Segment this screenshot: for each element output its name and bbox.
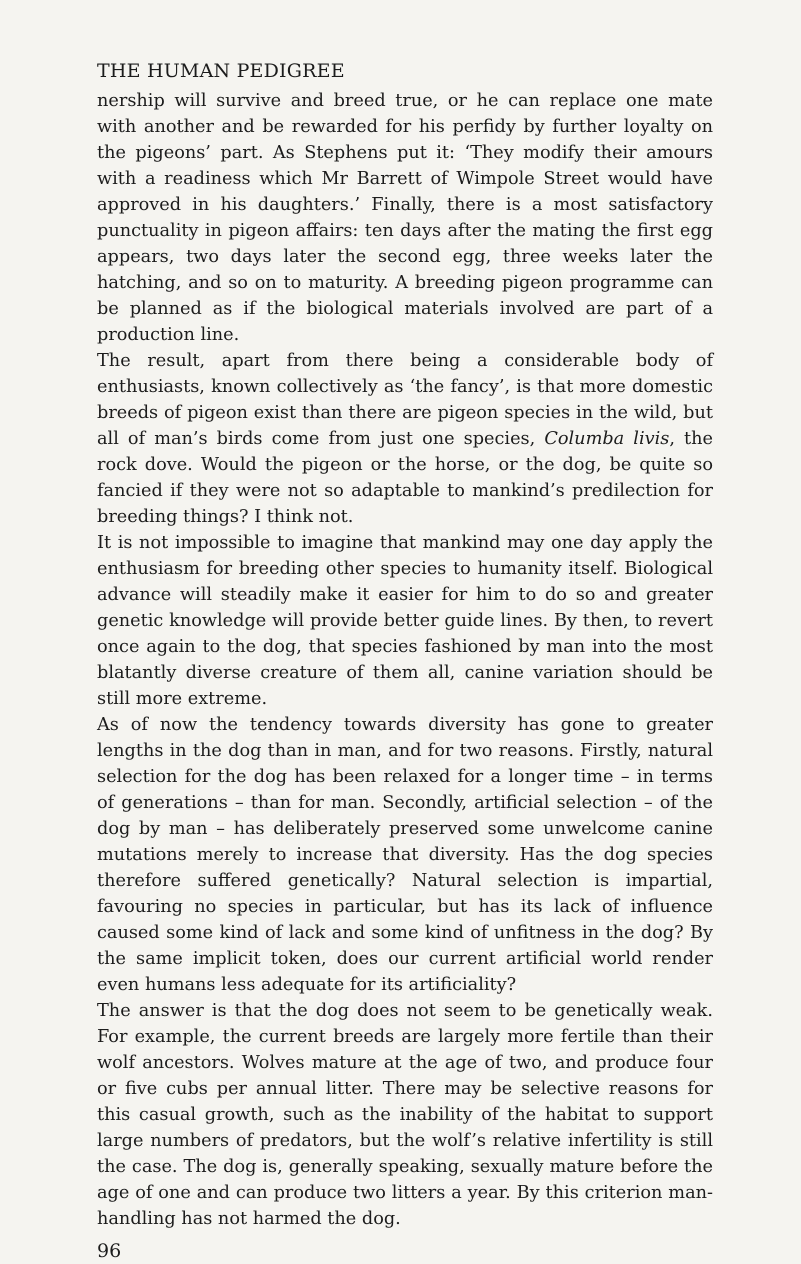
page-number: 96 [97,1240,122,1262]
text-run: The answer is that the dog does not seem to be genetically weak. For example, the current breeds are largely more fertile than their wolf ancestors. Wolves mature at the age of two, and produce four or five cubs per annual litter. There may be selective reasons for this casual growth, such as the inability of the habitat to support large numbers of predators, but the wolf’s relative infertility is still the case. The dog is, generally speaking, sexually mature before the age of one and can produce two litters a year. By this criterion man-handling has not harmed the dog. [97,1001,713,1229]
paragraph [97,88,713,348]
body-text [97,88,713,1232]
text-run: The result, apart from there being a considerable body of enthusiasts, known collectively as ‘the fancy’, is that more domestic breeds of pigeon exist than there are pigeon species in the wild, but all of man’s birds come from just one species, [97,351,713,449]
book-page [97,58,713,1264]
paragraph [97,348,713,530]
text-run: , the rock dove. Would the pigeon or the horse, or the dog, be quite so fancied if they were not so adaptable to mankind’s predilection for breeding things? I think not. [97,429,713,527]
paragraph [97,998,713,1232]
text-run: As of now the tendency towards diversity has gone to greater lengths in the dog than in man, and for two reasons. Firstly, natural selection for the dog has been relaxed for a longer time – in terms of generations – than for man. Secondly, artificial selection – of the dog by man – has deliberately preserved some unwelcome canine mutations merely to increase that diversity. Has the dog species therefore suffered genetically? Natural selection is impartial, favouring no species in particular, but has its lack of influence caused some kind of lack and some kind of unfitness in the dog? By the same implicit token, does our current artificial world render even humans less adequate for its artificiality? [97,715,713,995]
paragraph [97,530,713,712]
running-head: THE HUMAN PEDIGREE [97,60,345,82]
italic-species-name: Columba livis [544,429,670,449]
paragraph [97,712,713,998]
text-run: nership will survive and breed true, or he can replace one mate with another and be rewarded for his perfidy by further loyalty on the pigeons’ part. As Stephens put it: ‘They modify their amours with a readiness which Mr Barrett of Wimpole Street would have approved in his daughters.’ Finally, there is a most satisfactory punctuality in pigeon affairs: ten days after the mating the first egg appears, two days later the second egg, three weeks later the hatching, and so on to maturity. A breeding pigeon programme can be planned as if the biological materials involved are part of a production line. [97,91,713,345]
text-run: It is not impossible to imagine that mankind may one day apply the enthusiasm for breeding other species to humanity itself. Biological advance will steadily make it easier for him to do so and greater genetic knowledge will provide better guide lines. By then, to revert once again to the dog, that species fashioned by man into the most blatantly diverse creature of them all, canine variation should be still more extreme. [97,533,713,709]
